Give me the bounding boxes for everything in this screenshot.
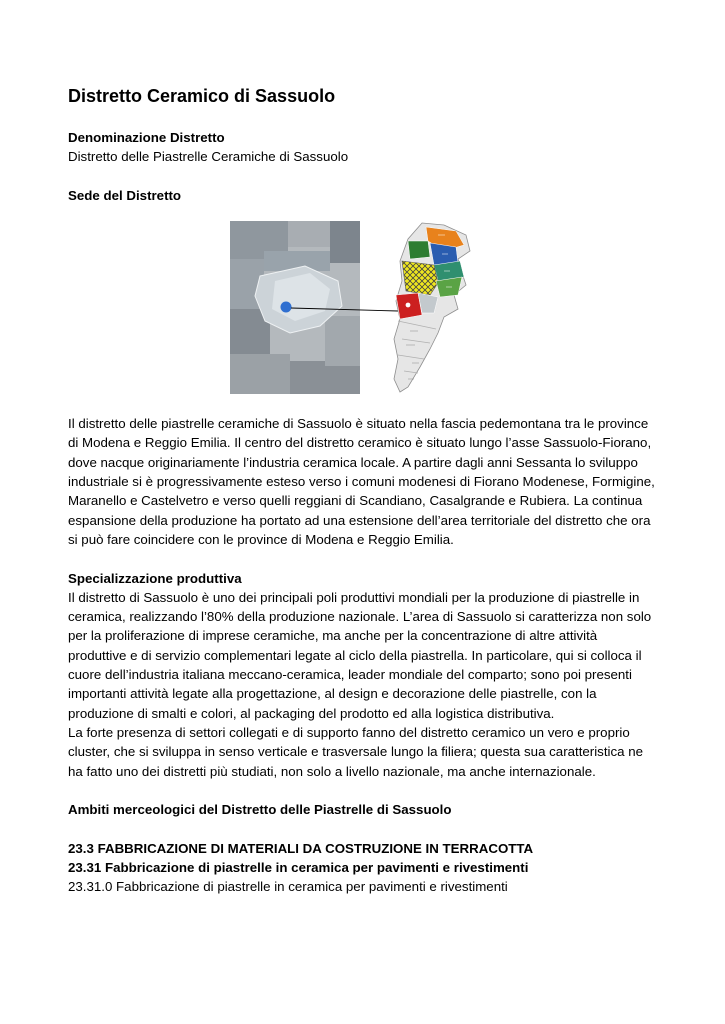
district-municipalities-map	[394, 223, 470, 392]
region-locator-map	[230, 221, 360, 394]
codice-23-31-0: 23.31.0 Fabbricazione di piastrelle in ceramica per pavimenti e rivestimenti	[68, 879, 508, 895]
sassuolo-marker-dot	[281, 302, 292, 313]
municipality-yellow-hatched	[402, 261, 438, 295]
specializzazione-heading: Specializzazione produttiva	[68, 570, 242, 586]
district-center-dot	[406, 303, 411, 308]
codice-23-31: 23.31 Fabbricazione di piastrelle in ceramica per pavimenti e rivestimenti	[68, 860, 529, 876]
sede-heading: Sede del Distretto	[68, 187, 182, 203]
codice-23-3: 23.3 FABBRICAZIONE DI MATERIALI DA COSTRUZIONE IN TERRACOTTA	[68, 840, 534, 856]
page-title: Distretto Ceramico di Sassuolo	[68, 86, 336, 106]
specializzazione-paragraph-1: Il distretto di Sassuolo è uno dei principali poli produttivi mondiali per la produzione di piastrelle in ceramica, realizzando l’80% della produzione nazionale. L’area di Sassuolo si caratterizza non solo per la proliferazione di imprese ceramiche, ma anche per la concentrazione di altre attività produttive e di servizio complementari legate al ciclo della piastrella. In particolare, qui si colloca il cuore dell’industria italiana meccano-ceramica, leader mondiale del comparto; sono poi presenti importanti attività legate alla progettazione, al design e decorazione delle piastrelle, con la produzione di smalti e colori, al packaging del prodotto ed alla logistica distributiva.	[68, 589, 652, 721]
maps-graphic	[230, 221, 490, 394]
ambiti-heading: Ambiti merceologici del Distretto delle Piastrelle di Sassuolo	[68, 802, 452, 818]
municipality-dark-green	[408, 241, 430, 259]
denominazione-heading: Denominazione Distretto	[68, 130, 225, 145]
district-maps-figure	[230, 221, 490, 394]
specializzazione-paragraph-2: La forte presenza di settori collegati e di supporto fanno del distretto ceramico un vero e proprio cluster, che si sviluppa in senso verticale e trasversale lungo la filiera; questa sua caratteristica ne ha fatto uno dei distretti più studiati, non solo a livello nazionale, ma anche internazionale.	[68, 724, 644, 779]
denominazione-text: Distretto delle Piastrelle Ceramiche di Sassuolo	[68, 149, 349, 165]
intro-paragraph: Il distretto delle piastrelle ceramiche di Sassuolo è situato nella fascia pedemontana tra le province di Modena e Reggio Emilia. Il centro del distretto ceramico è situato lungo l’asse Sassuolo-Fiorano, dove nacque originariamente l’industria ceramica locale. A partire dagli anni Sessanta lo sviluppo industriale si è progressivamente esteso verso i comuni modenesi di Fiorano Modenese, Formigine, Maranello e Castelvetro e verso quelli reggiani di Scandiano, Casalgrande e Rubiera. La continua espansione della produzione ha portato ad una estensione dell’area territoriale del distretto che ora si può fare coincidere con le province di Modena e Reggio Emilia.	[68, 416, 655, 547]
